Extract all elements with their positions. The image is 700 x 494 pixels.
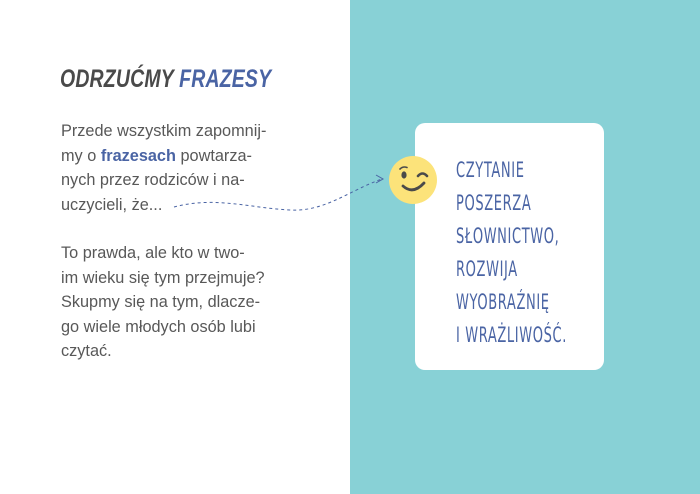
intro-paragraph — [61, 119, 304, 217]
quote-line-1: CZYTANIE — [456, 158, 525, 182]
quote-line-5: WYOBRAŹNIĘ — [456, 290, 550, 314]
intro-line-1: Przede wszystkim zapomnij- — [61, 122, 267, 140]
intro-line-3: nych przez rodziców i na- — [61, 171, 245, 189]
intro-line-2: my o frazesach powtarza- — [61, 146, 252, 165]
quote-line-6: I WRAŻLIWOŚĆ. — [456, 323, 567, 347]
quote-line-2: POSZERZA — [456, 191, 532, 215]
second-line-4: go wiele młodych osób lubi — [61, 317, 256, 336]
heading-part-2: FRAZESY — [179, 65, 272, 93]
quote-text — [456, 154, 567, 352]
highlight-word: frazesach — [100, 146, 176, 165]
winking-face-icon — [388, 155, 438, 205]
quote-line-3: SŁOWNICTWO, — [456, 224, 560, 248]
second-line-2: im wieku się tym przejmuje? — [61, 268, 265, 287]
page-heading — [60, 64, 271, 94]
second-line-5: czytać. — [61, 342, 112, 360]
second-line-3: Skupmy się na tym, dlacze- — [61, 293, 261, 311]
second-paragraph — [61, 241, 304, 364]
quote-line-4: ROZWIJA — [456, 257, 518, 281]
second-line-1: To prawda, ale kto w two- — [61, 244, 245, 262]
intro-line-4: uczycieli, że... — [61, 195, 163, 214]
heading-part-1: ODRZUĆMY — [60, 65, 174, 93]
